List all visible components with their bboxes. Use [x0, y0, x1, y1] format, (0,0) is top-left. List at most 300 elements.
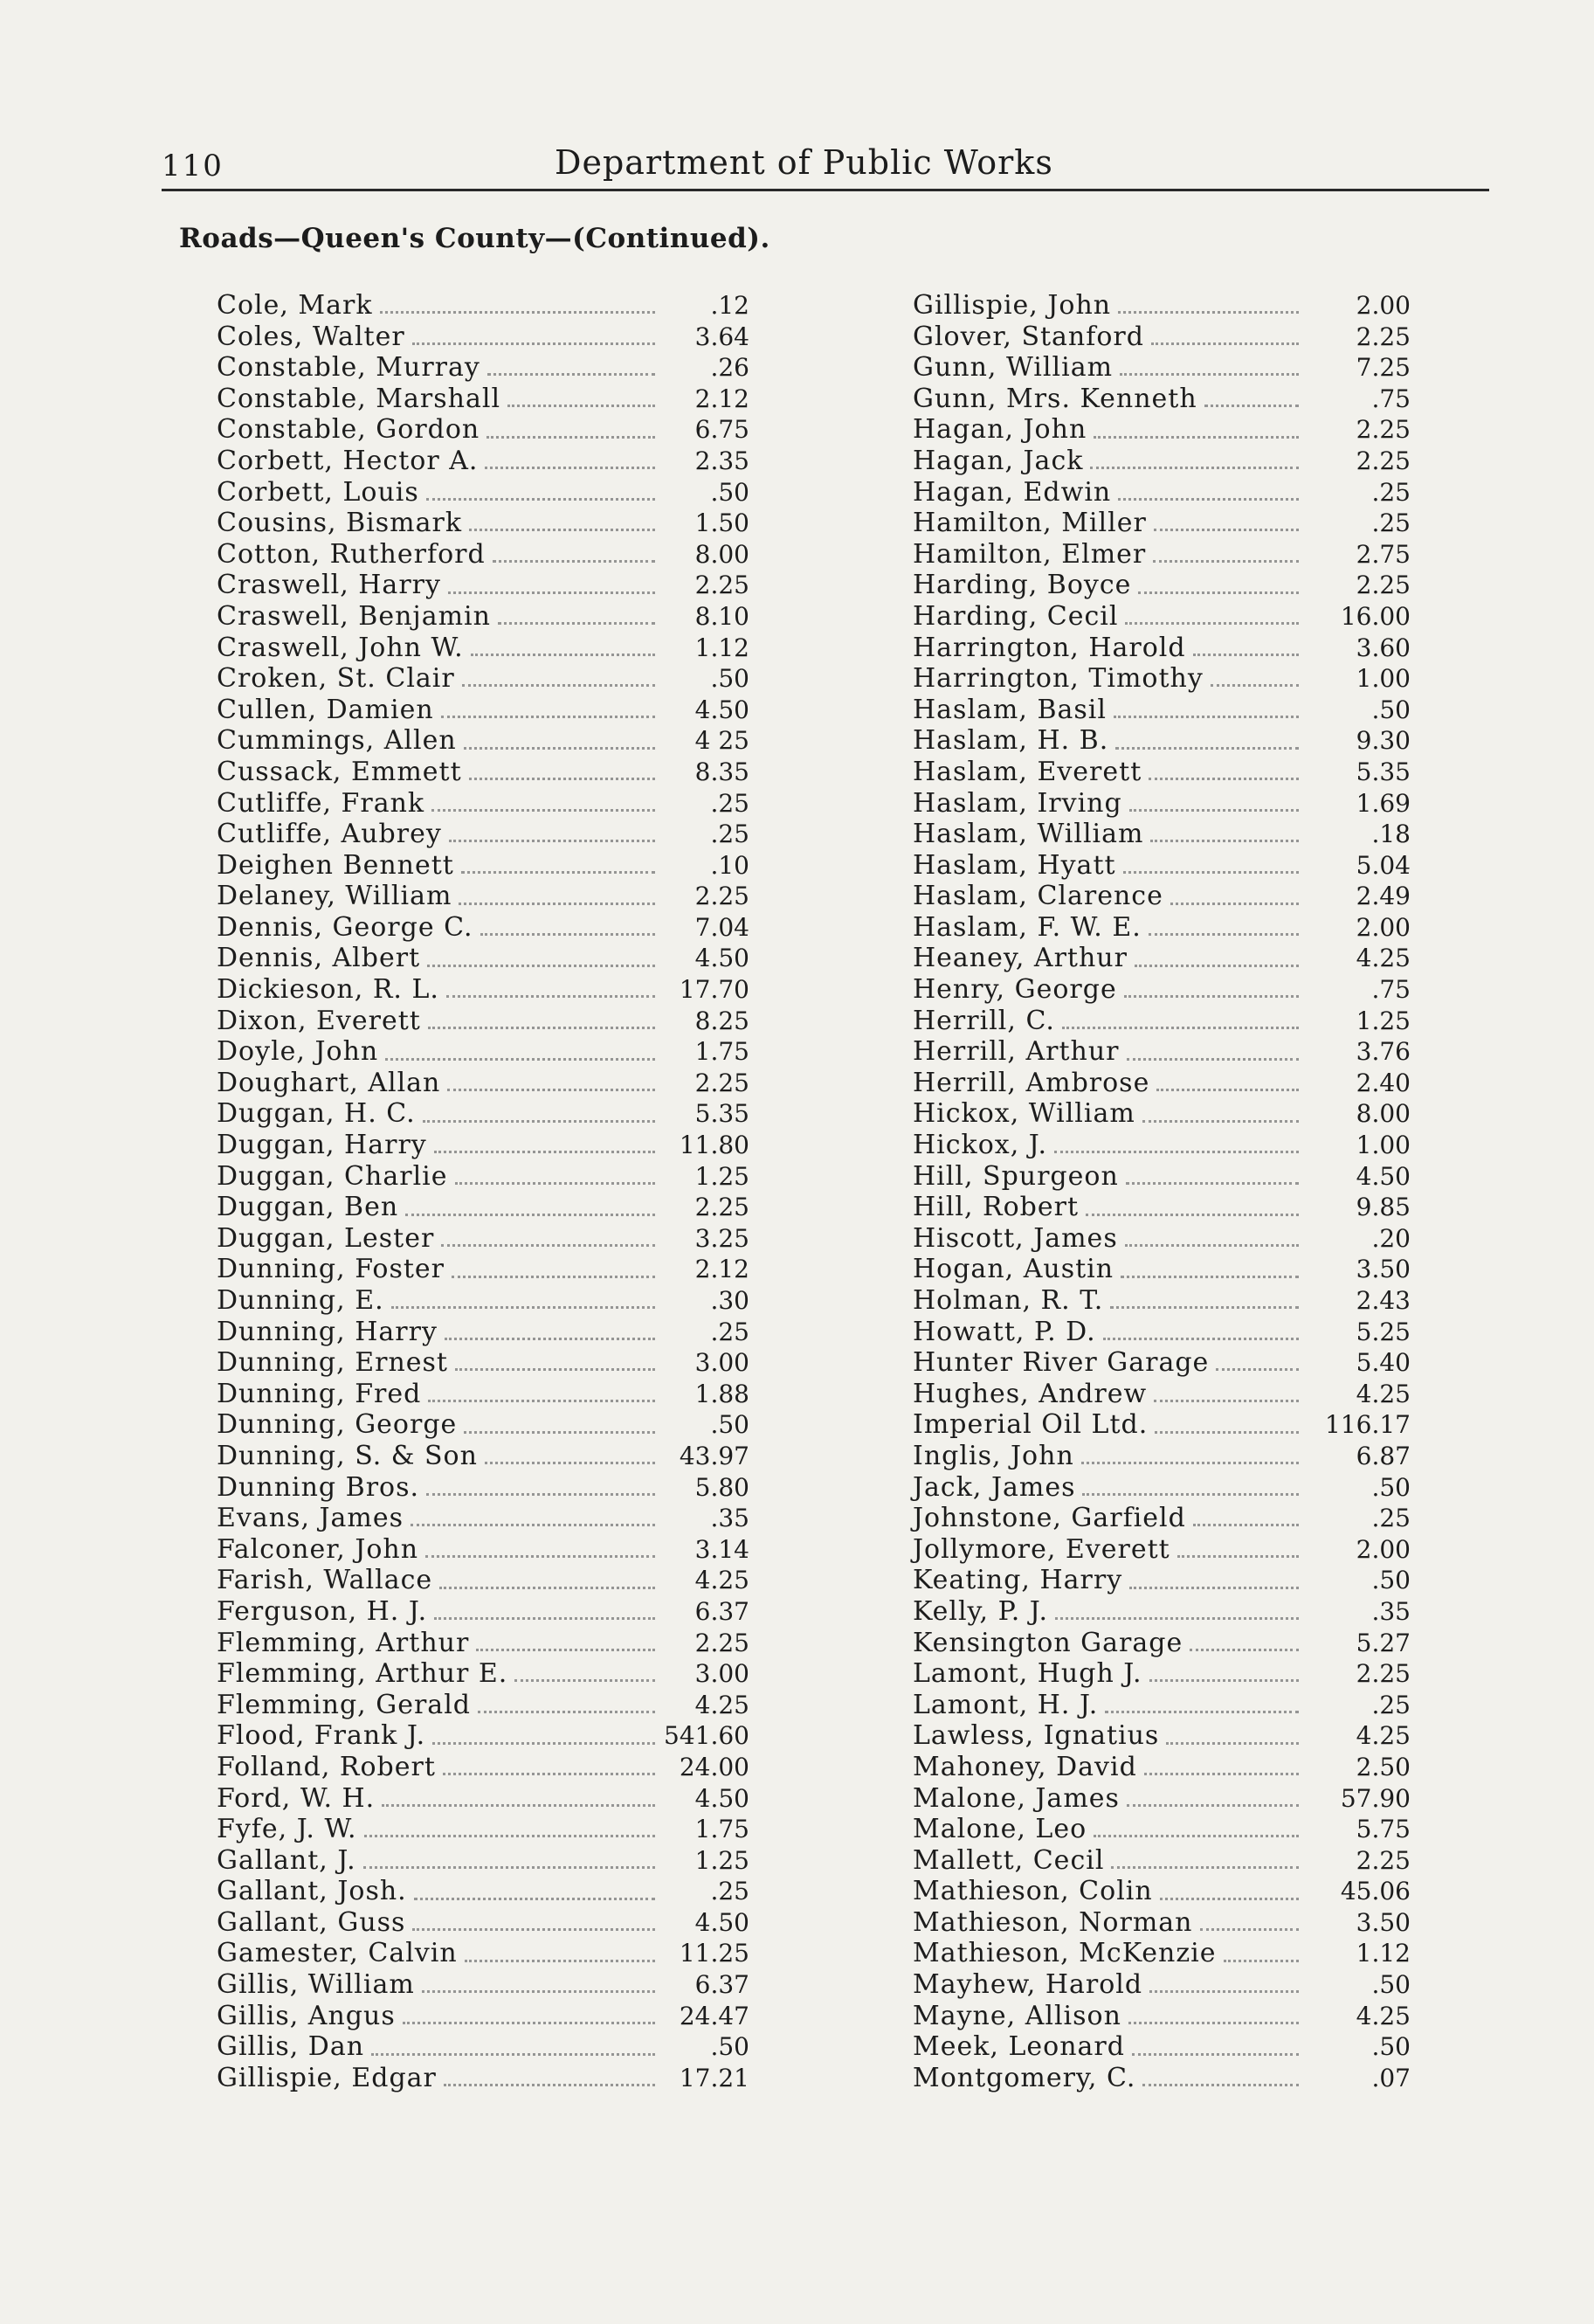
- entry-amount: 4.25: [1356, 1721, 1411, 1751]
- dot-leader: [1054, 1151, 1299, 1153]
- entry-amount: 4.50: [1356, 1161, 1411, 1191]
- entry-name: Constable, Gordon: [217, 414, 480, 446]
- entry-amount: 541.60: [664, 1721, 749, 1751]
- list-item: [913, 2031, 1411, 2063]
- entry-amount: .25: [1371, 1504, 1411, 1533]
- entry-amount: 7.25: [1356, 353, 1411, 383]
- list-item: [913, 912, 1411, 944]
- entry-amount: 3.14: [694, 1534, 749, 1564]
- running-title: Department of Public Works: [555, 143, 1053, 182]
- list-item: [217, 1658, 749, 1690]
- dot-leader: [1211, 684, 1299, 687]
- entry-amount: 2.25: [1356, 571, 1411, 600]
- entry-amount: .50: [1371, 1970, 1411, 2000]
- list-item: [913, 1565, 1411, 1596]
- list-item: [217, 943, 749, 974]
- dot-leader: [1224, 1960, 1299, 1962]
- list-item: [217, 1347, 749, 1379]
- dot-leader: [432, 1742, 655, 1745]
- entry-name: Keating, Harry: [913, 1565, 1123, 1596]
- entry-amount: 17.21: [679, 2063, 749, 2092]
- entry-amount: .75: [1371, 975, 1411, 1005]
- entry-name: Gillis, Angus: [217, 2000, 396, 2031]
- entry-name: Gillis, William: [217, 1969, 415, 2001]
- entry-amount: 3.50: [1356, 1255, 1411, 1284]
- entry-name: Flemming, Gerald: [217, 1689, 471, 1720]
- entry-name: Haslam, Irving: [913, 787, 1122, 819]
- entry-name: Gamester, Calvin: [217, 1938, 458, 1969]
- entry-name: Hickox, William: [913, 1098, 1135, 1130]
- list-item: [217, 1192, 749, 1223]
- entry-name: Herrill, C.: [913, 1005, 1055, 1036]
- list-item: [913, 1347, 1411, 1379]
- entry-name: Duggan, Charlie: [217, 1160, 448, 1192]
- entry-amount: 8.10: [694, 601, 749, 631]
- entry-name: Evans, James: [217, 1503, 404, 1534]
- entry-amount: .25: [710, 1317, 749, 1346]
- list-item: [913, 601, 1411, 633]
- entry-name: Herrill, Arthur: [913, 1036, 1120, 1068]
- list-item: [913, 290, 1411, 322]
- entry-name: Cutliffe, Frank: [217, 787, 425, 819]
- dot-leader: [1111, 1866, 1299, 1869]
- list-item: [913, 508, 1411, 539]
- entry-amount: .50: [710, 477, 749, 507]
- entry-amount: 3.60: [1356, 633, 1411, 662]
- entry-name: Jollymore, Everett: [913, 1533, 1170, 1565]
- list-item: [217, 414, 749, 446]
- list-item: [217, 881, 749, 912]
- entry-amount: .25: [1371, 1690, 1411, 1719]
- entry-amount: 2.25: [694, 1068, 749, 1097]
- entry-name: Dunning, George: [217, 1409, 458, 1441]
- entry-name: Croken, St. Clair: [217, 663, 455, 695]
- list-item: [913, 1036, 1411, 1068]
- entry-amount: .50: [710, 1410, 749, 1440]
- entry-name: Gallant, Josh.: [217, 1876, 407, 1907]
- entry-name: Dennis, George C.: [217, 911, 473, 943]
- dot-leader: [426, 1493, 655, 1496]
- list-item: [217, 1907, 749, 1939]
- list-item: [217, 1409, 749, 1441]
- dot-leader: [1127, 1058, 1300, 1061]
- dot-leader: [1170, 903, 1299, 905]
- list-item: [217, 1036, 749, 1068]
- entry-name: Craswell, John W.: [217, 632, 464, 663]
- list-item: [217, 1752, 749, 1783]
- list-item: [217, 2063, 749, 2094]
- dot-leader: [487, 373, 655, 376]
- entry-name: Lawless, Ignatius: [913, 1720, 1160, 1752]
- dot-leader: [1132, 2053, 1299, 2056]
- list-item: [217, 1596, 749, 1628]
- list-item: [913, 1223, 1411, 1255]
- list-item: [217, 1006, 749, 1037]
- dot-leader: [1160, 1898, 1299, 1900]
- dot-leader: [1129, 1587, 1299, 1589]
- entry-name: Dunning Bros.: [217, 1471, 420, 1503]
- entry-amount: .50: [710, 2032, 749, 2062]
- dot-leader: [507, 405, 655, 407]
- entry-name: Hagan, John: [913, 414, 1087, 446]
- dot-leader: [452, 1276, 655, 1278]
- entry-name: Kelly, P. J.: [913, 1595, 1048, 1627]
- entry-amount: 5.35: [694, 1099, 749, 1129]
- entry-amount: 2.00: [1356, 1534, 1411, 1564]
- entry-amount: 2.75: [1356, 539, 1411, 569]
- entry-name: Dunning, Harry: [217, 1316, 438, 1347]
- entry-amount: 2.25: [1356, 322, 1411, 351]
- dot-leader: [1120, 373, 1299, 376]
- dot-leader: [1166, 1742, 1299, 1745]
- entry-amount: .10: [710, 850, 749, 880]
- dot-leader: [1118, 498, 1299, 501]
- dot-leader: [480, 933, 655, 936]
- dot-leader: [1110, 1306, 1299, 1309]
- entry-amount: 6.37: [694, 1970, 749, 2000]
- entry-amount: 43.97: [679, 1441, 749, 1470]
- dot-leader: [1156, 1089, 1299, 1091]
- dot-leader: [1193, 654, 1299, 656]
- entry-name: Mathieson, McKenzie: [913, 1938, 1217, 1969]
- dot-leader: [441, 1244, 655, 1247]
- dot-leader: [1142, 1120, 1299, 1123]
- list-item: [217, 1441, 749, 1472]
- dot-leader: [364, 1835, 655, 1837]
- list-item: [913, 1441, 1411, 1472]
- entry-name: Ford, W. H.: [217, 1782, 376, 1814]
- entry-name: Gunn, William: [913, 352, 1114, 384]
- dot-leader: [1154, 1400, 1299, 1402]
- entry-amount: .25: [710, 820, 749, 849]
- dot-leader: [1142, 2084, 1299, 2086]
- entry-amount: 1.75: [694, 1815, 749, 1844]
- list-item: [217, 290, 749, 322]
- dot-leader: [1149, 1679, 1299, 1682]
- dot-leader: [461, 871, 655, 874]
- list-item: [217, 663, 749, 695]
- entry-name: Harrington, Timothy: [913, 663, 1204, 695]
- entry-amount: 5.40: [1356, 1348, 1411, 1378]
- entry-amount: 5.75: [1356, 1815, 1411, 1844]
- dot-leader: [1124, 995, 1299, 998]
- list-item: [913, 1409, 1411, 1441]
- list-item: [913, 384, 1411, 415]
- entry-name: Haslam, Basil: [913, 694, 1107, 725]
- entry-amount: 1.50: [694, 508, 749, 538]
- dot-leader: [465, 1960, 655, 1962]
- entry-amount: 4.50: [694, 944, 749, 973]
- entry-amount: .50: [1371, 1472, 1411, 1502]
- entry-name: Gallant, Guss: [217, 1906, 406, 1938]
- entry-amount: 1.88: [694, 1379, 749, 1408]
- entry-name: Malone, James: [913, 1782, 1120, 1814]
- entry-name: Hagan, Edwin: [913, 476, 1112, 508]
- dot-leader: [1055, 1617, 1299, 1620]
- dot-leader: [371, 2053, 655, 2056]
- dot-leader: [1128, 2022, 1299, 2024]
- dot-leader: [1082, 1493, 1299, 1496]
- entry-amount: .25: [710, 1877, 749, 1906]
- entry-amount: .25: [710, 788, 749, 818]
- dot-leader: [1114, 716, 1299, 718]
- entry-amount: 4.50: [694, 1783, 749, 1813]
- entry-amount: 5.04: [1356, 850, 1411, 880]
- entry-amount: 4.50: [694, 695, 749, 724]
- list-item: [913, 1628, 1411, 1659]
- entry-amount: 4.25: [1356, 944, 1411, 973]
- entry-name: Hill, Robert: [913, 1192, 1080, 1223]
- entry-name: Corbett, Hector A.: [217, 445, 479, 476]
- list-item: [913, 1317, 1411, 1348]
- entry-name: Doughart, Allan: [217, 1067, 441, 1098]
- entry-amount: .12: [710, 291, 749, 320]
- dot-leader: [380, 311, 655, 314]
- entry-amount: 2.12: [694, 384, 749, 413]
- entry-amount: 3.64: [694, 322, 749, 351]
- list-item: [217, 570, 749, 601]
- list-item: [217, 352, 749, 384]
- list-item: [913, 1192, 1411, 1223]
- dot-leader: [1149, 933, 1299, 936]
- entry-amount: .35: [1371, 1596, 1411, 1626]
- dot-leader: [1150, 840, 1299, 842]
- entry-amount: 11.80: [679, 1131, 749, 1160]
- dot-leader: [1155, 1431, 1299, 1434]
- list-item: [913, 695, 1411, 726]
- dot-leader: [1125, 1244, 1299, 1247]
- list-item: [217, 1472, 749, 1504]
- entry-name: Ferguson, H. J.: [217, 1595, 428, 1627]
- entry-amount: 2.40: [1356, 1068, 1411, 1097]
- list-item: [913, 477, 1411, 508]
- dot-leader: [1149, 1990, 1299, 1993]
- dot-leader: [445, 1338, 655, 1340]
- dot-leader: [1200, 1928, 1300, 1931]
- list-item: [217, 850, 749, 882]
- entry-amount: .18: [1371, 820, 1411, 849]
- list-item: [217, 1068, 749, 1099]
- entry-amount: 2.43: [1356, 1286, 1411, 1315]
- entry-name: Constable, Murray: [217, 352, 480, 384]
- list-item: [913, 943, 1411, 974]
- list-item: [217, 912, 749, 944]
- list-item: [217, 446, 749, 477]
- list-item: [913, 1161, 1411, 1193]
- entry-name: Constable, Marshall: [217, 383, 501, 414]
- list-item: [913, 2063, 1411, 2094]
- list-item: [217, 539, 749, 571]
- entry-name: Haslam, H. B.: [913, 725, 1109, 757]
- list-item: [913, 1690, 1411, 1721]
- dot-leader: [1086, 1214, 1299, 1216]
- header-rule: [162, 189, 1489, 191]
- list-item: [913, 974, 1411, 1006]
- dot-leader: [443, 1773, 655, 1775]
- list-item: [913, 1658, 1411, 1690]
- entry-amount: 1.69: [1356, 788, 1411, 818]
- dot-leader: [462, 684, 655, 687]
- list-item: [217, 725, 749, 757]
- entry-name: Deighen Bennett: [217, 849, 454, 881]
- entry-amount: 4.25: [1356, 1379, 1411, 1408]
- dot-leader: [423, 1120, 655, 1123]
- entry-amount: 2.25: [694, 882, 749, 911]
- entry-name: Corbett, Louis: [217, 476, 419, 508]
- dot-leader: [1153, 560, 1299, 563]
- entry-name: Harrington, Harold: [913, 632, 1186, 663]
- dot-leader: [464, 1431, 655, 1434]
- entry-name: Hamilton, Elmer: [913, 538, 1147, 570]
- list-item: [217, 1503, 749, 1534]
- entry-name: Heaney, Arthur: [913, 943, 1128, 974]
- entry-amount: 5.35: [1356, 757, 1411, 786]
- list-item: [913, 1876, 1411, 1907]
- list-item: [913, 757, 1411, 788]
- entry-name: Craswell, Benjamin: [217, 600, 491, 632]
- entry-amount: 8.35: [694, 757, 749, 786]
- entry-name: Mallett, Cecil: [913, 1844, 1105, 1876]
- entry-name: Hogan, Austin: [913, 1254, 1114, 1285]
- list-item: [913, 446, 1411, 477]
- entry-name: Hughes, Andrew: [913, 1378, 1148, 1409]
- entry-name: Kensington Garage: [913, 1627, 1183, 1658]
- entry-amount: 1.25: [694, 1161, 749, 1191]
- list-item: [913, 1752, 1411, 1783]
- entry-name: Dennis, Albert: [217, 943, 421, 974]
- list-item: [217, 1628, 749, 1659]
- entry-name: Holman, R. T.: [913, 1285, 1104, 1316]
- entry-amount: 2.25: [1356, 415, 1411, 445]
- list-item: [913, 322, 1411, 353]
- entry-name: Dunning, S. & Son: [217, 1440, 478, 1471]
- dot-leader: [478, 1711, 655, 1713]
- dot-leader: [411, 1524, 655, 1526]
- dot-leader: [434, 1151, 655, 1153]
- dot-leader: [422, 1990, 655, 1993]
- dot-leader: [469, 778, 655, 780]
- list-item: [913, 1814, 1411, 1845]
- entry-name: Flood, Frank J.: [217, 1720, 426, 1752]
- entry-name: Harding, Boyce: [913, 570, 1132, 601]
- entry-name: Glover, Stanford: [913, 321, 1144, 352]
- entry-amount: .50: [1371, 2032, 1411, 2062]
- entry-amount: 45.06: [1340, 1877, 1411, 1906]
- dot-leader: [414, 1898, 655, 1900]
- dot-leader: [428, 1400, 655, 1402]
- dot-leader: [382, 1804, 655, 1807]
- dot-leader: [1125, 622, 1299, 625]
- entry-name: Lamont, Hugh J.: [913, 1658, 1142, 1690]
- entry-name: Dixon, Everett: [217, 1005, 421, 1036]
- entry-amount: 5.80: [694, 1472, 749, 1502]
- list-item: [217, 1379, 749, 1410]
- dot-leader: [428, 1027, 655, 1029]
- list-item: [913, 2001, 1411, 2032]
- list-item: [913, 1006, 1411, 1037]
- list-item: [913, 663, 1411, 695]
- entry-name: Hiscott, James: [913, 1222, 1118, 1254]
- list-item: [913, 1285, 1411, 1317]
- entry-name: Cullen, Damien: [217, 694, 434, 725]
- dot-leader: [425, 1555, 655, 1558]
- entry-name: Dunning, Foster: [217, 1254, 445, 1285]
- dot-leader: [1138, 591, 1299, 594]
- dot-leader: [1062, 1027, 1299, 1029]
- entry-name: Herrill, Ambrose: [913, 1067, 1150, 1098]
- entry-name: Delaney, William: [217, 881, 452, 912]
- list-item: [913, 1379, 1411, 1410]
- entry-amount: 1.12: [694, 633, 749, 662]
- list-item: [217, 1969, 749, 2001]
- entry-name: Mayne, Allison: [913, 2000, 1121, 2031]
- entry-amount: 8.00: [694, 539, 749, 569]
- list-item: [913, 1254, 1411, 1285]
- dot-leader: [1121, 1276, 1299, 1278]
- entry-amount: 6.87: [1356, 1441, 1411, 1470]
- entry-amount: 16.00: [1340, 601, 1411, 631]
- page-header: [162, 143, 1489, 187]
- dot-leader: [469, 529, 655, 531]
- entry-name: Gillispie, John: [913, 290, 1112, 321]
- entry-amount: 8.25: [694, 1006, 749, 1035]
- entry-name: Lamont, H. J.: [913, 1689, 1099, 1720]
- entry-name: Meek, Leonard: [913, 2031, 1125, 2063]
- entry-name: Craswell, Harry: [217, 570, 441, 601]
- entry-amount: 2.25: [1356, 1845, 1411, 1875]
- dot-leader: [1094, 436, 1299, 439]
- entry-amount: 3.00: [694, 1659, 749, 1689]
- entry-amount: 24.00: [679, 1752, 749, 1781]
- list-item: [217, 1876, 749, 1907]
- entry-name: Mahoney, David: [913, 1751, 1137, 1782]
- entry-name: Flemming, Arthur E.: [217, 1658, 508, 1690]
- entry-name: Dunning, Ernest: [217, 1347, 448, 1379]
- entry-amount: 11.25: [679, 1939, 749, 1968]
- entry-amount: 2.12: [694, 1255, 749, 1284]
- list-item: [913, 1503, 1411, 1534]
- entry-name: Cutliffe, Aubrey: [217, 819, 442, 850]
- entry-amount: 116.17: [1325, 1410, 1411, 1440]
- dot-leader: [1118, 311, 1299, 314]
- dot-leader: [449, 840, 655, 842]
- entry-amount: 4.25: [694, 1690, 749, 1719]
- list-item: [217, 788, 749, 820]
- entry-name: Haslam, F. W. E.: [913, 911, 1142, 943]
- dot-leader: [1115, 747, 1299, 750]
- entry-amount: .20: [1371, 1223, 1411, 1253]
- list-item: [217, 1161, 749, 1193]
- list-item: [913, 788, 1411, 820]
- entry-amount: 1.25: [694, 1845, 749, 1875]
- dot-leader: [464, 747, 655, 750]
- entry-name: Hunter River Garage: [913, 1347, 1210, 1379]
- dot-leader: [1126, 1182, 1299, 1185]
- entry-amount: .75: [1371, 384, 1411, 413]
- dot-leader: [403, 2022, 655, 2024]
- list-item: [913, 819, 1411, 850]
- entry-name: Haslam, Everett: [913, 756, 1142, 787]
- dot-leader: [485, 1462, 655, 1464]
- dot-leader: [1129, 809, 1299, 812]
- dot-leader: [1190, 1649, 1299, 1651]
- dot-leader: [363, 1866, 655, 1869]
- dot-leader: [455, 1182, 655, 1185]
- list-item: [217, 633, 749, 664]
- list-item: [217, 1690, 749, 1721]
- list-item: [913, 1969, 1411, 2001]
- dot-leader: [1081, 1462, 1299, 1464]
